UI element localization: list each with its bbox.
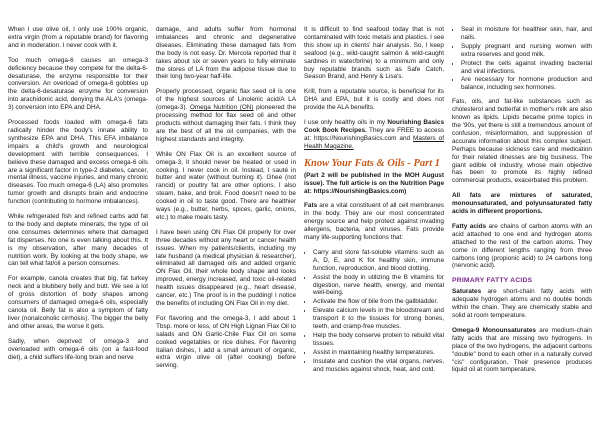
text-span: They are FREE to access at: https://NourishingBasics.com and bbox=[304, 126, 444, 142]
paragraph: For flavoring and the omega-3, I add about 1 Tbsp. more or less, of ON High Lignan Flax Oil to salads and ON Garlic-Chile Flax Oil on some cooked vegetables or rice dishes. For flavoring Italian dishes, I add a small amount of organic, extra virgin olive oil (after cooking) before serving. bbox=[156, 314, 296, 370]
paragraph: Fats, oils, and fat-like substances such as cholesterol and butterfat in mother's milk are also known as lipids. Lipids became prime topics in the '90s, yet there is still a tremendous amount of confusion, misinformation, and suppression of accurate information about this complex subject. Perhaps because sickness care and medication for their related illnesses are big business. The giant edible oil industry, whose main objective has been to promote its highly refined commercial products, exacerbated this problem. bbox=[452, 98, 592, 185]
paragraph bbox=[304, 119, 444, 151]
paragraph: While ON Flax Oil is an excellent source of omega-3, it should never be heated or used in cooking. I never cook in oil. Instead, I sauté in butter and water (without burning it). Ghee (not rancid) or poultry fat are other options. I also steam, bake, and broil. Food doesn't need to be cooked in oil to taste good. There are healthier ways (e.g., butter, herbs, spices, garlic, onions, etc.) to make meals tasty. bbox=[156, 150, 296, 221]
magazine-link[interactable]: Masters of Health Magazine. bbox=[304, 134, 444, 150]
list-item: • Supply pregnant and nursing women with extra reserves and good milk. bbox=[461, 43, 592, 59]
list-item: • Elevate calcium levels in the bloodstream and transport it to the tissues for strong bones, teeth, and cramp-free muscles. bbox=[313, 307, 444, 331]
text-span: are medium-chain fatty acids that are missing two hydrogens. In place of the two hydrogens, the adjacent carbons "double" bond to each other in a naturally curved "cis" configuration. Their presence produces liquid oil at room temperature. bbox=[452, 326, 592, 374]
text-span: are short-chain fatty acids with adequate hydrogen atoms and no double bonds within the chain. They are chemically stable and solid at room temperature. bbox=[452, 288, 592, 319]
paragraph bbox=[452, 327, 592, 374]
paragraph bbox=[452, 223, 592, 270]
paragraph bbox=[304, 202, 444, 242]
list-item: • Assist in maintaining healthy temperatures. bbox=[313, 349, 444, 357]
omega-nutrition-link[interactable]: Omega Nutrition (ON) bbox=[189, 104, 254, 112]
bold-term: Fatty acids bbox=[452, 222, 487, 230]
column-1 bbox=[8, 26, 148, 422]
paragraph: Processed foods loaded with omega-6 fats radically hinder the body's innate ability to synthesize EPA and DHA. This EFA imbalance impairs a child's growth and neurological development with terrible consequences. I believe these damaged and excess omega-6 oils are a significant factor in type-2 diabetes, cancer, mental illness, vaccine injuries, and many chronic diseases. Too much omega-6 (LA) also promotes tumor growth and disrupts brain and endocrine function (contributing to hormone imbalances). bbox=[8, 119, 148, 206]
heading-main: Know Your Fats & Oils bbox=[304, 157, 405, 169]
paragraph: It is difficult to find seafood today that is not contaminated with toxic metals and plastics. I see this show up in clients' hair analysis. So, I keep seafood (e.g., wild-caught salmon & wild-caught sardines in water/brine) to a minimum and only buy reputable brands such as Safe Catch, Season Brand, and Henry & Lisa's. bbox=[304, 26, 444, 81]
column-3 bbox=[304, 26, 444, 422]
column-4 bbox=[452, 26, 592, 422]
paragraph bbox=[452, 288, 592, 320]
list-item: • Seal in moisture for healthier skin, hair, and nails. bbox=[461, 26, 592, 42]
list-item: • Help the body conserve protein to rebuild vital tissues. bbox=[313, 332, 444, 348]
section-heading bbox=[304, 158, 444, 170]
fat-functions-list-continued bbox=[452, 26, 592, 92]
paragraph: Too much omega-6 causes an omega-3 deficiency because they compete for the delta-6-desaturase, the enzyme responsible for their conversion. An overload of omega-6 gobbles up the delta-6-desaturase enzyme for conversion into arachidonic acid, denying the ALA's (omega-3) conversion into EPA and DHA. bbox=[8, 56, 148, 112]
list-item: • Insulate and cushion the vital organs, nerves, and muscles against shock, heat, and cold. bbox=[313, 358, 444, 374]
bold-statement: All fats are mixtures of saturated, monounsaturated, and polyunsaturated fatty acids in different proportions. bbox=[452, 192, 592, 216]
list-item: • Protect the cells against invading bacterial and viral infections. bbox=[461, 60, 592, 76]
paragraph: damage, and adults suffer from hormonal imbalances and chronic and degenerative diseases. Eliminating these damaged fats from the body is not easy. Dr. Mercola reported that it takes about six or seven years to fully eliminate the stores of LA from the adipose tissue due to their long two-year half-life. bbox=[156, 26, 296, 81]
subheading: PRIMARY FATTY ACIDS bbox=[452, 277, 533, 285]
paragraph bbox=[452, 192, 592, 216]
list-item: • Carry and store fat-soluble vitamins such as A, D, E, and K for healthy skin, immune function, reproduction, and blood clotting. bbox=[313, 249, 444, 273]
paragraph bbox=[156, 88, 296, 143]
text-span: pioneered the processing method for flax seed oil and other products without damaging their fats. I think they are the best of all the oil companies, with the highest standards and integrity. bbox=[156, 104, 296, 143]
bold-term: Fats bbox=[304, 202, 318, 210]
text-span: (Part 2 will be published in the MOH August issue). The full article is on the bbox=[304, 171, 444, 187]
part-note bbox=[304, 172, 444, 196]
paragraph: When I use olive oil, I only use 100% organic, extra virgin (from a reputable brand) for flavoring and in moderation. I never cook with it. bbox=[8, 26, 148, 49]
paragraph: I have been using ON Flax Oil properly for over three decades without any heart or cancer health issues. When my patients/clients, including my late husband (a medical physician & researcher), eliminated all damaged oils and added organic ON Flax Oil, their whole body shape and looks improved, energy increased, and toxic oil-related health issues disappeared (e.g., heart disease, cancer, etc.) The proof is in the pudding! I notice the benefits of including ON Flax Oil in my diet. bbox=[156, 228, 296, 307]
nutrition-page-label: Nutrition Page bbox=[400, 179, 444, 187]
list-item: • Are necessary for hormone production and balance, including sex hormones. bbox=[461, 76, 592, 92]
text-span: are a vital constituent of all cell membranes in the body. They are our most concentrated energy source and help protect against invading allergens, bacteria, and viruses. Fats provide many life-supporting functions that: bbox=[304, 202, 444, 242]
paragraph: Sadly, when deprived of omega-3 and overloaded with omega-6 oils (on a fast-food diet), a child suffers life-long brain and nerve bbox=[8, 337, 148, 361]
cookbook-title: Nourishing Basics Cook Book Recipes. bbox=[304, 119, 444, 134]
text-span: are chains of carbon atoms with an acid attached to one end and hydrogen atoms attached to the rest of the carbon atoms. They come in different lengths ranging from three carbons long (propionic acid) to 24 carbons long (nervonic acid). bbox=[452, 222, 592, 270]
text-span: Properly processed, organic flax seed oil is one of the highest sources of Linolenic acid/A LA (omega-3). bbox=[156, 88, 296, 112]
fat-functions-list bbox=[304, 249, 444, 374]
paragraph: Krill, from a reputable source, is beneficial for its DHA and EPA, but it is costly and does not provide the ALA benefits. bbox=[304, 88, 444, 112]
column-2 bbox=[156, 26, 296, 422]
paragraph: While refrigerated fish and refined carbs add fat to the body and deplete minerals, the type of oil one consumes determines where that damaged fat disperses. No one is even talking about this. It is my observation, after many decades of nutrition work. By looking at the body shape, we can tell what fat/oil a person consumes. bbox=[8, 213, 148, 268]
list-item: • Assist the body in utilizing the B vitamins for digestion, nerve health, energy, and mental well-being. bbox=[313, 274, 444, 298]
heading-part: - Part 1 bbox=[404, 157, 441, 169]
text-span: at: https://NourishingBasics.com) bbox=[304, 187, 407, 195]
bold-term: Omega-9 Monounsaturates bbox=[452, 326, 536, 334]
list-item: • Activate the flow of bile from the gallbladder. bbox=[313, 298, 444, 306]
bold-term: Saturates bbox=[452, 288, 482, 296]
text-span: I use only healthy oils in my bbox=[304, 119, 388, 127]
paragraph: For example, canola creates that big, fat turkey neck and a blubbery belly and butt. We see a lot of gross distortion of body shapes among consumers of damaged omega-6 oils, especially canola oil. Belly fat is also a symptom of fatty liver (nonalcoholic cirrhosis). The bigger the belly and other areas, the worse it gets. bbox=[8, 275, 148, 330]
